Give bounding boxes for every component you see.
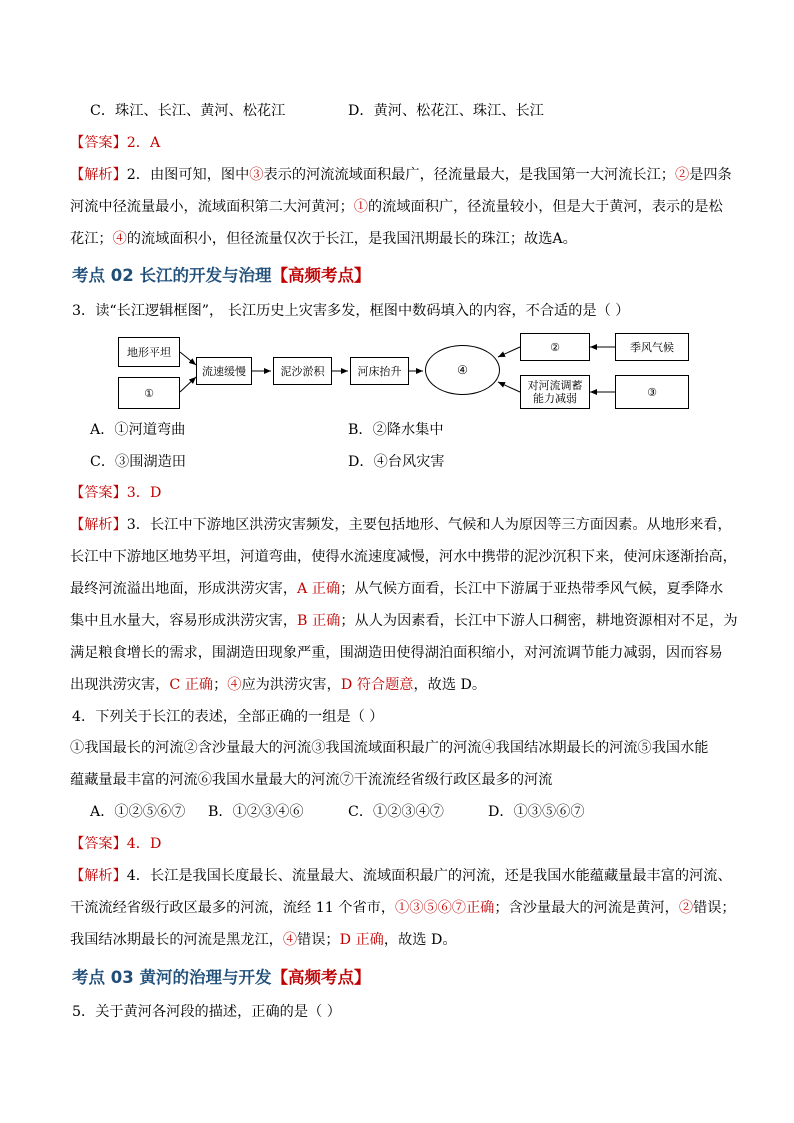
box-2: ② — [520, 333, 590, 361]
section-heading-02: 考点 02 长江的开发与治理【高频考点】 — [72, 266, 371, 285]
answer-2: 【答案】2．A — [70, 135, 161, 151]
q1-option-c: C．珠江、长江、黄河、松花江 — [90, 103, 286, 119]
section-heading-03: 考点 03 黄河的治理与开发【高频考点】 — [72, 968, 371, 987]
yangtze-logic-diagram — [110, 327, 700, 417]
explanation-4-line2: 干流流经省级行政区最多的河流，流经 11 个省市，①③⑤⑥⑦正确；含沙量最大的河流是黄河，②错误； — [70, 900, 736, 916]
arrow-terrain-slow — [180, 352, 196, 365]
box-slow-flow: 流速缓慢 — [196, 357, 252, 385]
box-riverbed-rise: 河床抬升 — [350, 357, 409, 385]
explanation-3-line3: 最终河流溢出地面，形成洪涝灾害，A 正确；从气候方面看，长江中下游属于亚热带季风气候，夏季降水 — [70, 581, 724, 597]
question-4-stem: 4．下列关于长江的表述，全部正确的一组是（ ） — [72, 709, 384, 725]
explanation-3-line1: 【解析】3．长江中下游地区洪涝灾害频发，主要包括地形、气候和人为原因等三方面因素。从地形来看， — [70, 517, 732, 533]
arrow-1-slow — [180, 377, 196, 392]
q3-option-c: C．③围湖造田 — [90, 454, 186, 470]
answer-4: 【答案】4．D — [70, 836, 162, 852]
q4-option-d: D．①③⑤⑥⑦ — [488, 804, 585, 820]
q3-option-d: D．④台风灾害 — [348, 454, 445, 470]
q3-option-b: B．②降水集中 — [348, 422, 444, 438]
q1-option-d: D．黄河、松花江、珠江、长江 — [348, 103, 544, 119]
box-monsoon-climate: 季风气候 — [615, 333, 689, 361]
explanation-4-line1: 【解析】4．长江是我国长度最长、流量最大、流域面积最广的河流，还是我国水能蕴藏量最丰富的河流、 — [70, 868, 732, 884]
explanation-3-line6: 出现洪涝灾害，C 正确；④应为洪涝灾害，D 符合题意，故选 D。 — [70, 677, 487, 693]
explanation-3-line5: 满足粮食增长的需求，围湖造田现象严重，围湖造田使得湖泊面积缩小，对河流调节能力减弱，因而容易 — [70, 645, 723, 661]
explanation-2-line1: 【解析】2．由图可知，图中③表示的河流流域面积最广，径流量最大，是我国第一大河流长江；②是四条 — [70, 167, 732, 183]
box-terrain-flat: 地形平坦 — [118, 337, 180, 367]
explanation-2-line2: 河流中径流量最小，流域面积第二大河黄河；①的流域面积广，径流量较小，但是大于黄河，表示的是松 — [70, 199, 723, 215]
ellipse-4: ④ — [425, 345, 500, 395]
box-1: ① — [118, 377, 180, 409]
question-3-stem: 3．读“长江逻辑框图”， 长江历史上灾害多发，框图中数码填入的内容，不合适的是（ ） — [72, 303, 630, 319]
box-regulation-weakened: 对河流调蓄能力减弱 — [520, 375, 590, 409]
arrow-weak-4 — [498, 382, 520, 392]
arrow-2-4 — [498, 347, 520, 357]
q3-option-a: A．①河道弯曲 — [90, 422, 186, 438]
explanation-3-line4: 集中且水量大，容易形成洪涝灾害，B 正确；从人为因素看，长江中下游人口稠密，耕地资源相对不足，为 — [70, 613, 738, 629]
q4-option-b: B．①②③④⑥ — [208, 804, 304, 820]
box-3: ③ — [615, 375, 689, 409]
q4-option-c: C．①②③④⑦ — [348, 804, 444, 820]
question-4-statements-line1: ①我国最长的河流②含沙量最大的河流③我国流域面积最广的河流④我国结冰期最长的河流⑤我国水能 — [70, 740, 709, 756]
explanation-2-line3: 花江；④的流域面积小，但径流量仅次于长江，是我国汛期最长的珠江；故选A。 — [70, 231, 577, 247]
box-silt: 泥沙淤积 — [273, 357, 332, 385]
question-5-stem: 5．关于黄河各河段的描述，正确的是（ ） — [72, 1004, 341, 1020]
explanation-3-line2: 长江中下游地区地势平坦，河道弯曲，使得水流速度减慢，河水中携带的泥沙沉积下来，使河床逐渐抬高， — [70, 549, 737, 565]
q4-option-a: A．①②⑤⑥⑦ — [90, 804, 186, 820]
answer-3: 【答案】3．D — [70, 485, 162, 501]
question-4-statements-line2: 蕴藏量最丰富的河流⑥我国水量最大的河流⑦干流流经省级行政区最多的河流 — [70, 772, 553, 788]
explanation-4-line3: 我国结冰期最长的河流是黑龙江，④错误；D 正确，故选 D。 — [70, 932, 457, 948]
